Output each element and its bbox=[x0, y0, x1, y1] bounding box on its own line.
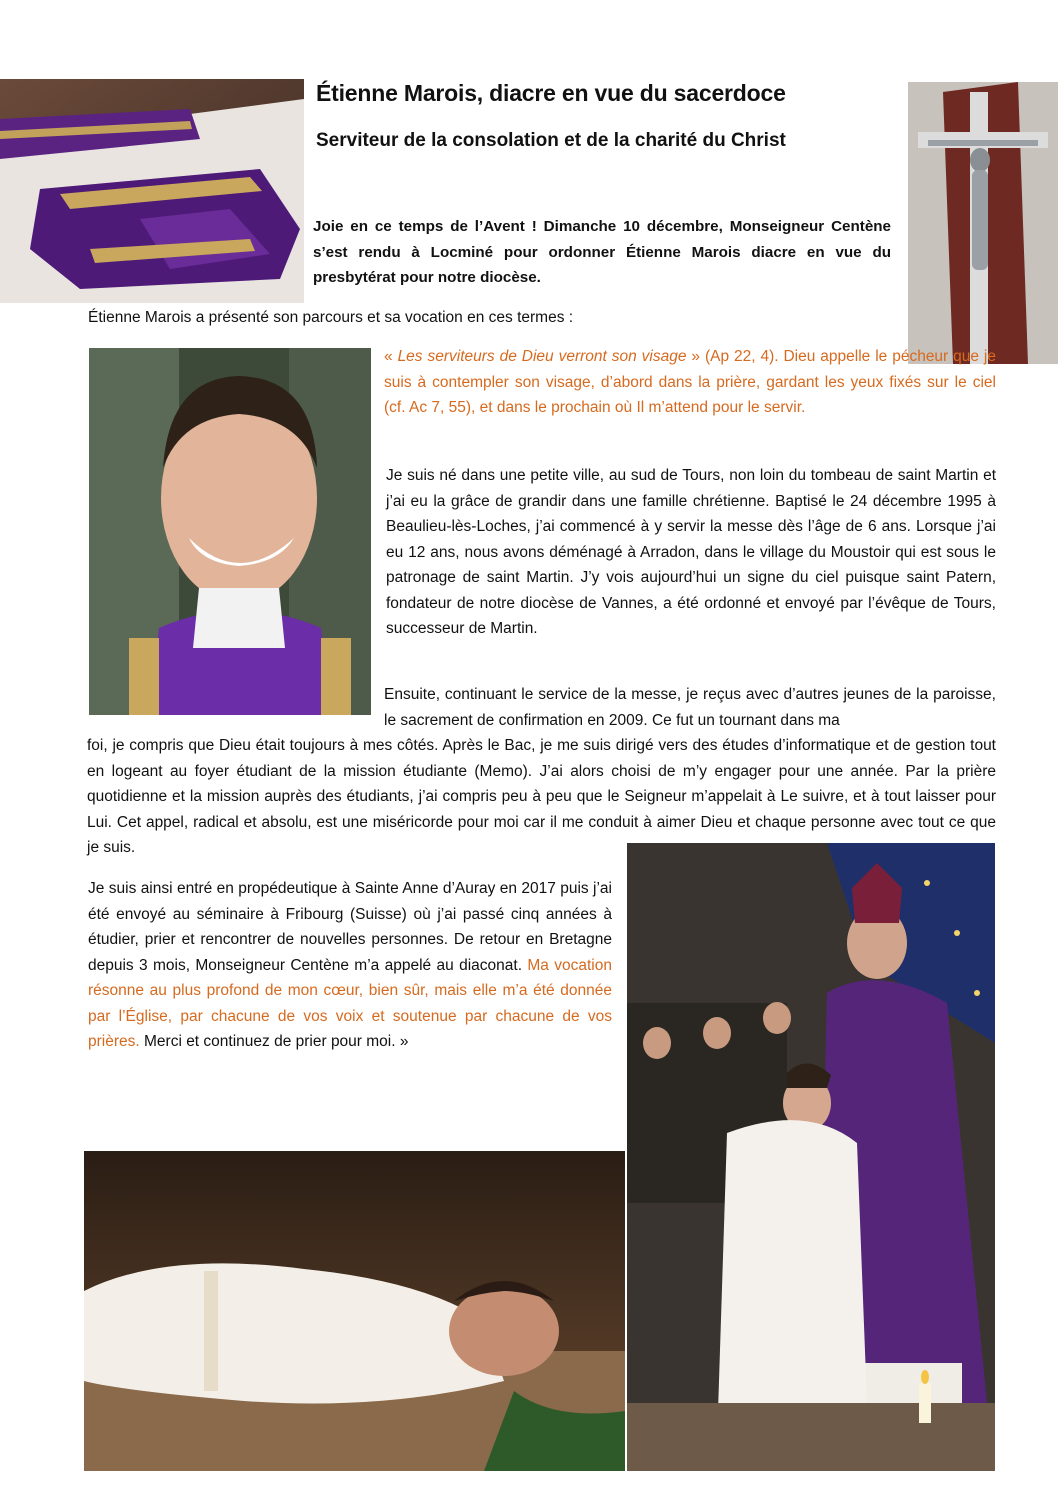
seminary-text: Je suis ainsi entré en propédeutique à Sainte Anne d’Auray en 2017 puis j’ai été envoyé au séminaire à Fribourg (Suisse) où j’ai passé cinq années à étudier, prier et rencontrer de nouvelles personnes. De retour en Bretagne depuis 3 mois, Monseigneur Centène m’a appelé au diaconat. bbox=[88, 880, 612, 974]
quote-italic: Les serviteurs de Dieu verront son visage bbox=[397, 348, 687, 365]
prostration-photo bbox=[84, 1151, 625, 1471]
ordination-photo bbox=[627, 843, 995, 1471]
portrait-photo bbox=[89, 348, 371, 715]
lead-paragraph: Joie en ce temps de l’Avent ! Dimanche 10 décembre, Monseigneur Centène s’est rendu à Locminé pour ordonner Étienne Marois diacre en vue du presbytérat pour notre diocèse. bbox=[313, 218, 891, 286]
seminary-orange-text: Ma vocation résonne au plus profond de mon cœur, bien sûr, mais elle m’a été donnée par l’Église, par chacune de vos voix et soutenue par chacune de vos prières. bbox=[88, 956, 612, 1050]
paragraph-seminary bbox=[88, 876, 612, 1055]
seminary-end-text: Merci et continuez de prier pour moi. » bbox=[139, 1033, 409, 1050]
quote-open: « bbox=[384, 348, 398, 365]
crucifix-photo bbox=[908, 82, 1058, 364]
vocation-quote bbox=[384, 344, 996, 421]
page-title: Étienne Marois, diacre en vue du sacerdoce bbox=[316, 80, 786, 106]
paragraph-confirmation-end: foi, je compris que Dieu était toujours à mes côtés. Après le Bac, je me suis dirigé vers des études d’informatique et de gestion tout en logeant au foyer étudiant de la mission étudiante (Memo). J’ai alors choisi de m’y engager pour une année. Par la prière quotidienne et la mission auprès des étudiants, j’ai compris peu à peu que le Seigneur m’appelait à Le suivre, et à tout laisser pour Lui. Cet appel, radical et absolu, est une miséricorde pour moi car il me conduit à aimer Dieu et chaque personne avec tout ce que je suis. bbox=[87, 737, 996, 856]
paragraph-confirmation-start: Ensuite, continuant le service de la messe, je reçus avec d’autres jeunes de la paroisse, le sacrement de confirmation en 2009. Ce fut un tournant dans ma bbox=[384, 686, 996, 729]
quote-rest: » (Ap 22, 4). Dieu appelle le pécheur que je suis à contempler son visage, d’abord dans la prière, gardant les yeux fixés sur le ciel (cf. Ac 7, 55), et dans le prochain où Il m’attend pour le servir. bbox=[384, 348, 997, 416]
vestments-photo bbox=[0, 79, 304, 303]
intro-line: Étienne Marois a présenté son parcours et sa vocation en ces termes : bbox=[88, 309, 574, 326]
page-subtitle: Serviteur de la consolation et de la charité du Christ bbox=[316, 130, 786, 151]
paragraph-birth: Je suis né dans une petite ville, au sud de Tours, non loin du tombeau de saint Martin et j’ai eu la grâce de grandir dans une famille chrétienne. Baptisé le 24 décembre 1995 à Beaulieu-lès-Loches, j’ai commencé à y servir la messe dès l’âge de 6 ans. Lorsque j’ai eu 12 ans, nous avons déménagé à Arradon, dans le village du Moustoir qui est sous le patronage de saint Martin. J’y vois aujourd’hui un signe du ciel puisque saint Patern, fondateur de notre diocèse de Vannes, a été ordonné et envoyé par l’évêque de Tours, successeur de Martin. bbox=[386, 467, 996, 637]
